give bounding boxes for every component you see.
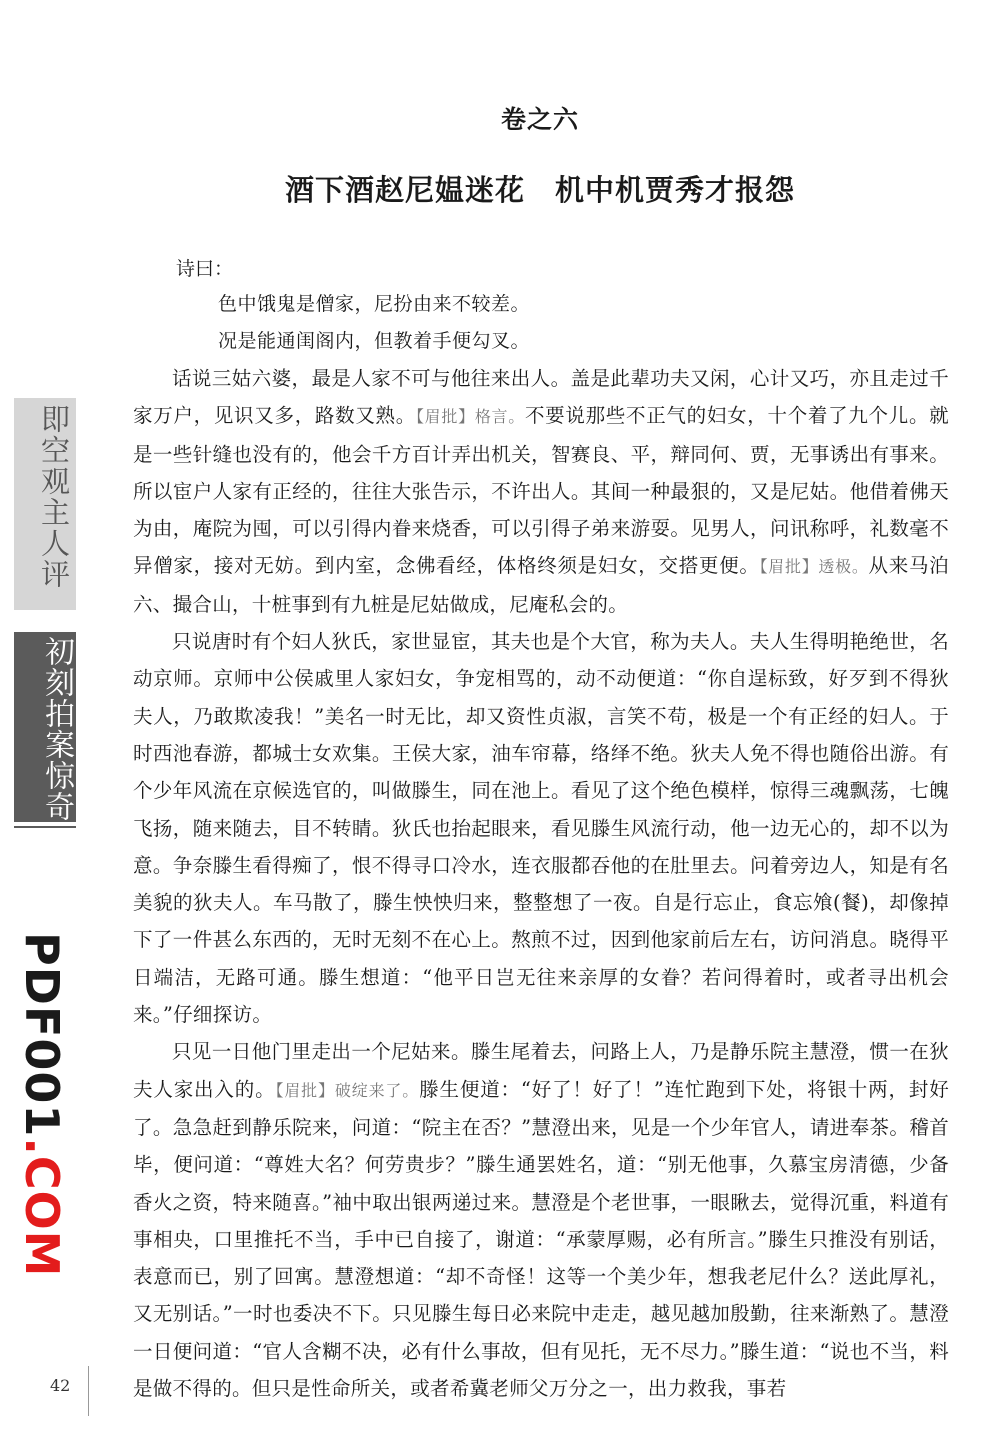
poem-intro: 诗曰：	[176, 258, 234, 280]
chapter-title: 酒下酒赵尼媪迷花 机中机贾秀才报怨	[284, 173, 795, 207]
paragraph-text: 滕生便道：“好了！好了！”连忙跑到下处，将银十两，封好了。急急赶到静乐院来，问道：“院主在否？”慧澄出来，见是一个少年官人，请进奉茶。稽首毕，便问道：“尊姓大名？何劳贵步？”滕生通罢姓名，道：“别无他事，久慕宝房清德，少备香火之资，特来随喜。”袖中取出银两递过来。慧澄是个老世事，一眼瞅去，觉得沉重，料道有事相央，口里推托不当，手中已自接了，谢道：“承蒙厚赐，必有所言。”滕生只推没有别话，表意而已，别了回寓。慧澄想道：“却不奇怪！这等一个美少年，想我老尼什么？送此厚礼，又无别话。”一时也委决不下。只见滕生每日必来院中走走，越见越加殷勤，往来渐熟了。慧澄一日便问道：“官人含糊不决，必有什么事故，但有见托，无不尽力。”滕生道：“说也不当，料是做不得的。但只是性命所关，或者希冀老师父万分之一，出力救我，事若	[133, 1077, 949, 1401]
page-number: 42	[50, 1376, 71, 1395]
paragraph-3	[133, 1033, 949, 1407]
margin-annotation: 【眉批】透极。	[759, 557, 869, 577]
watermark	[10, 932, 70, 1277]
paragraph-text: 只说唐时有个妇人狄氏，家世显宦，其夫也是个大官，称为夫人。夫人生得明艳绝世，名动京师。京师中公侯戚里人家妇女，争宠相骂的，动不动便道：“你自逞标致，好歹到不得狄夫人，乃敢欺凌我！”美名一时无比，却又资性贞淑，言笑不苟，极是一个有正经的妇人。于时西池春游，都城士女欢集。王侯大家，油车帘幕，络绎不绝。狄夫人免不得也随俗出游。有个少年风流在京候选官的，叫做滕生，同在池上。看见了这个绝色模样，惊得三魂飘荡，七魄飞扬，随来随去，目不转睛。狄氏也抬起眼来，看见滕生风流行动，他一边无心的，却不以为意。争奈滕生看得痴了，恨不得寻口冷水，连衣服都吞他的在肚里去。问着旁边人，知是有名美貌的狄夫人。车马散了，滕生怏怏归来，整整想了一夜。自是行忘止，食忘飧(餐)，却像掉下了一件甚么东西的，无时无刻不在心上。熬煎不过，因到他家前后左右，访问消息。晓得平日端洁，无路可通。滕生想道：“他平日岂无往来亲厚的女眷？若问得着时，或者寻出机会来。”仔细探访。	[133, 630, 949, 1027]
paragraph-text: 从来马泊六、撮合山，十桩事到有九桩是尼姑做成，尼庵私会的。	[133, 554, 949, 616]
margin-annotation: 【眉批】破绽来了。	[275, 1080, 420, 1100]
paragraph-1	[133, 360, 949, 623]
paragraph-text: 不要说那些不正气的妇女，十个着了九个儿。就是一些针缝也没有的，他会千方百计弄出机关，智赛良、平，辩同何、贾，无事诱出有事来。所以宦户人家有正经的，往往大张告示，不许出人。其间一种最狠的，又是尼姑。他借着佛天为由，庵院为囤，可以引得内眷来烧香，可以引得子弟来游耍。见男人，问讯称呼，礼数毫不异僧家，接对无妨。到内室，念佛看经，体格终须是妇女，交搭更便。	[133, 404, 949, 578]
volume-title: 卷之六	[500, 105, 579, 134]
body-text	[133, 360, 949, 1442]
watermark-part-1: PDF001	[15, 932, 69, 1138]
sidebar-commentator: 即空观主人评	[37, 404, 71, 590]
paragraph-text: 只见一日他门里走出一个尼姑来。滕生尾着去，问路上人，乃是静乐院主慧澄，惯一在狄夫人家出入的。	[133, 1040, 949, 1101]
sidebar-book-title: 初刻拍案惊奇	[39, 636, 74, 822]
watermark-part-2: .COM	[15, 1137, 69, 1278]
sidebar-rule	[14, 826, 76, 828]
poem-line-1: 色中饿鬼是僧家，尼扮由来不较差。	[218, 293, 531, 315]
paragraph-text: 话说三姑六婆，最是人家不可与他往来出人。盖是此辈功夫又闲，心计又巧，亦且走过千家万户，见识又多，路数又熟。	[133, 367, 949, 428]
page-divider	[88, 1366, 89, 1416]
paragraph-2	[133, 623, 949, 1033]
poem-line-2: 况是能通闺阁内，但教着手便勾叉。	[218, 330, 531, 352]
margin-annotation: 【眉批】格言。	[415, 407, 525, 427]
